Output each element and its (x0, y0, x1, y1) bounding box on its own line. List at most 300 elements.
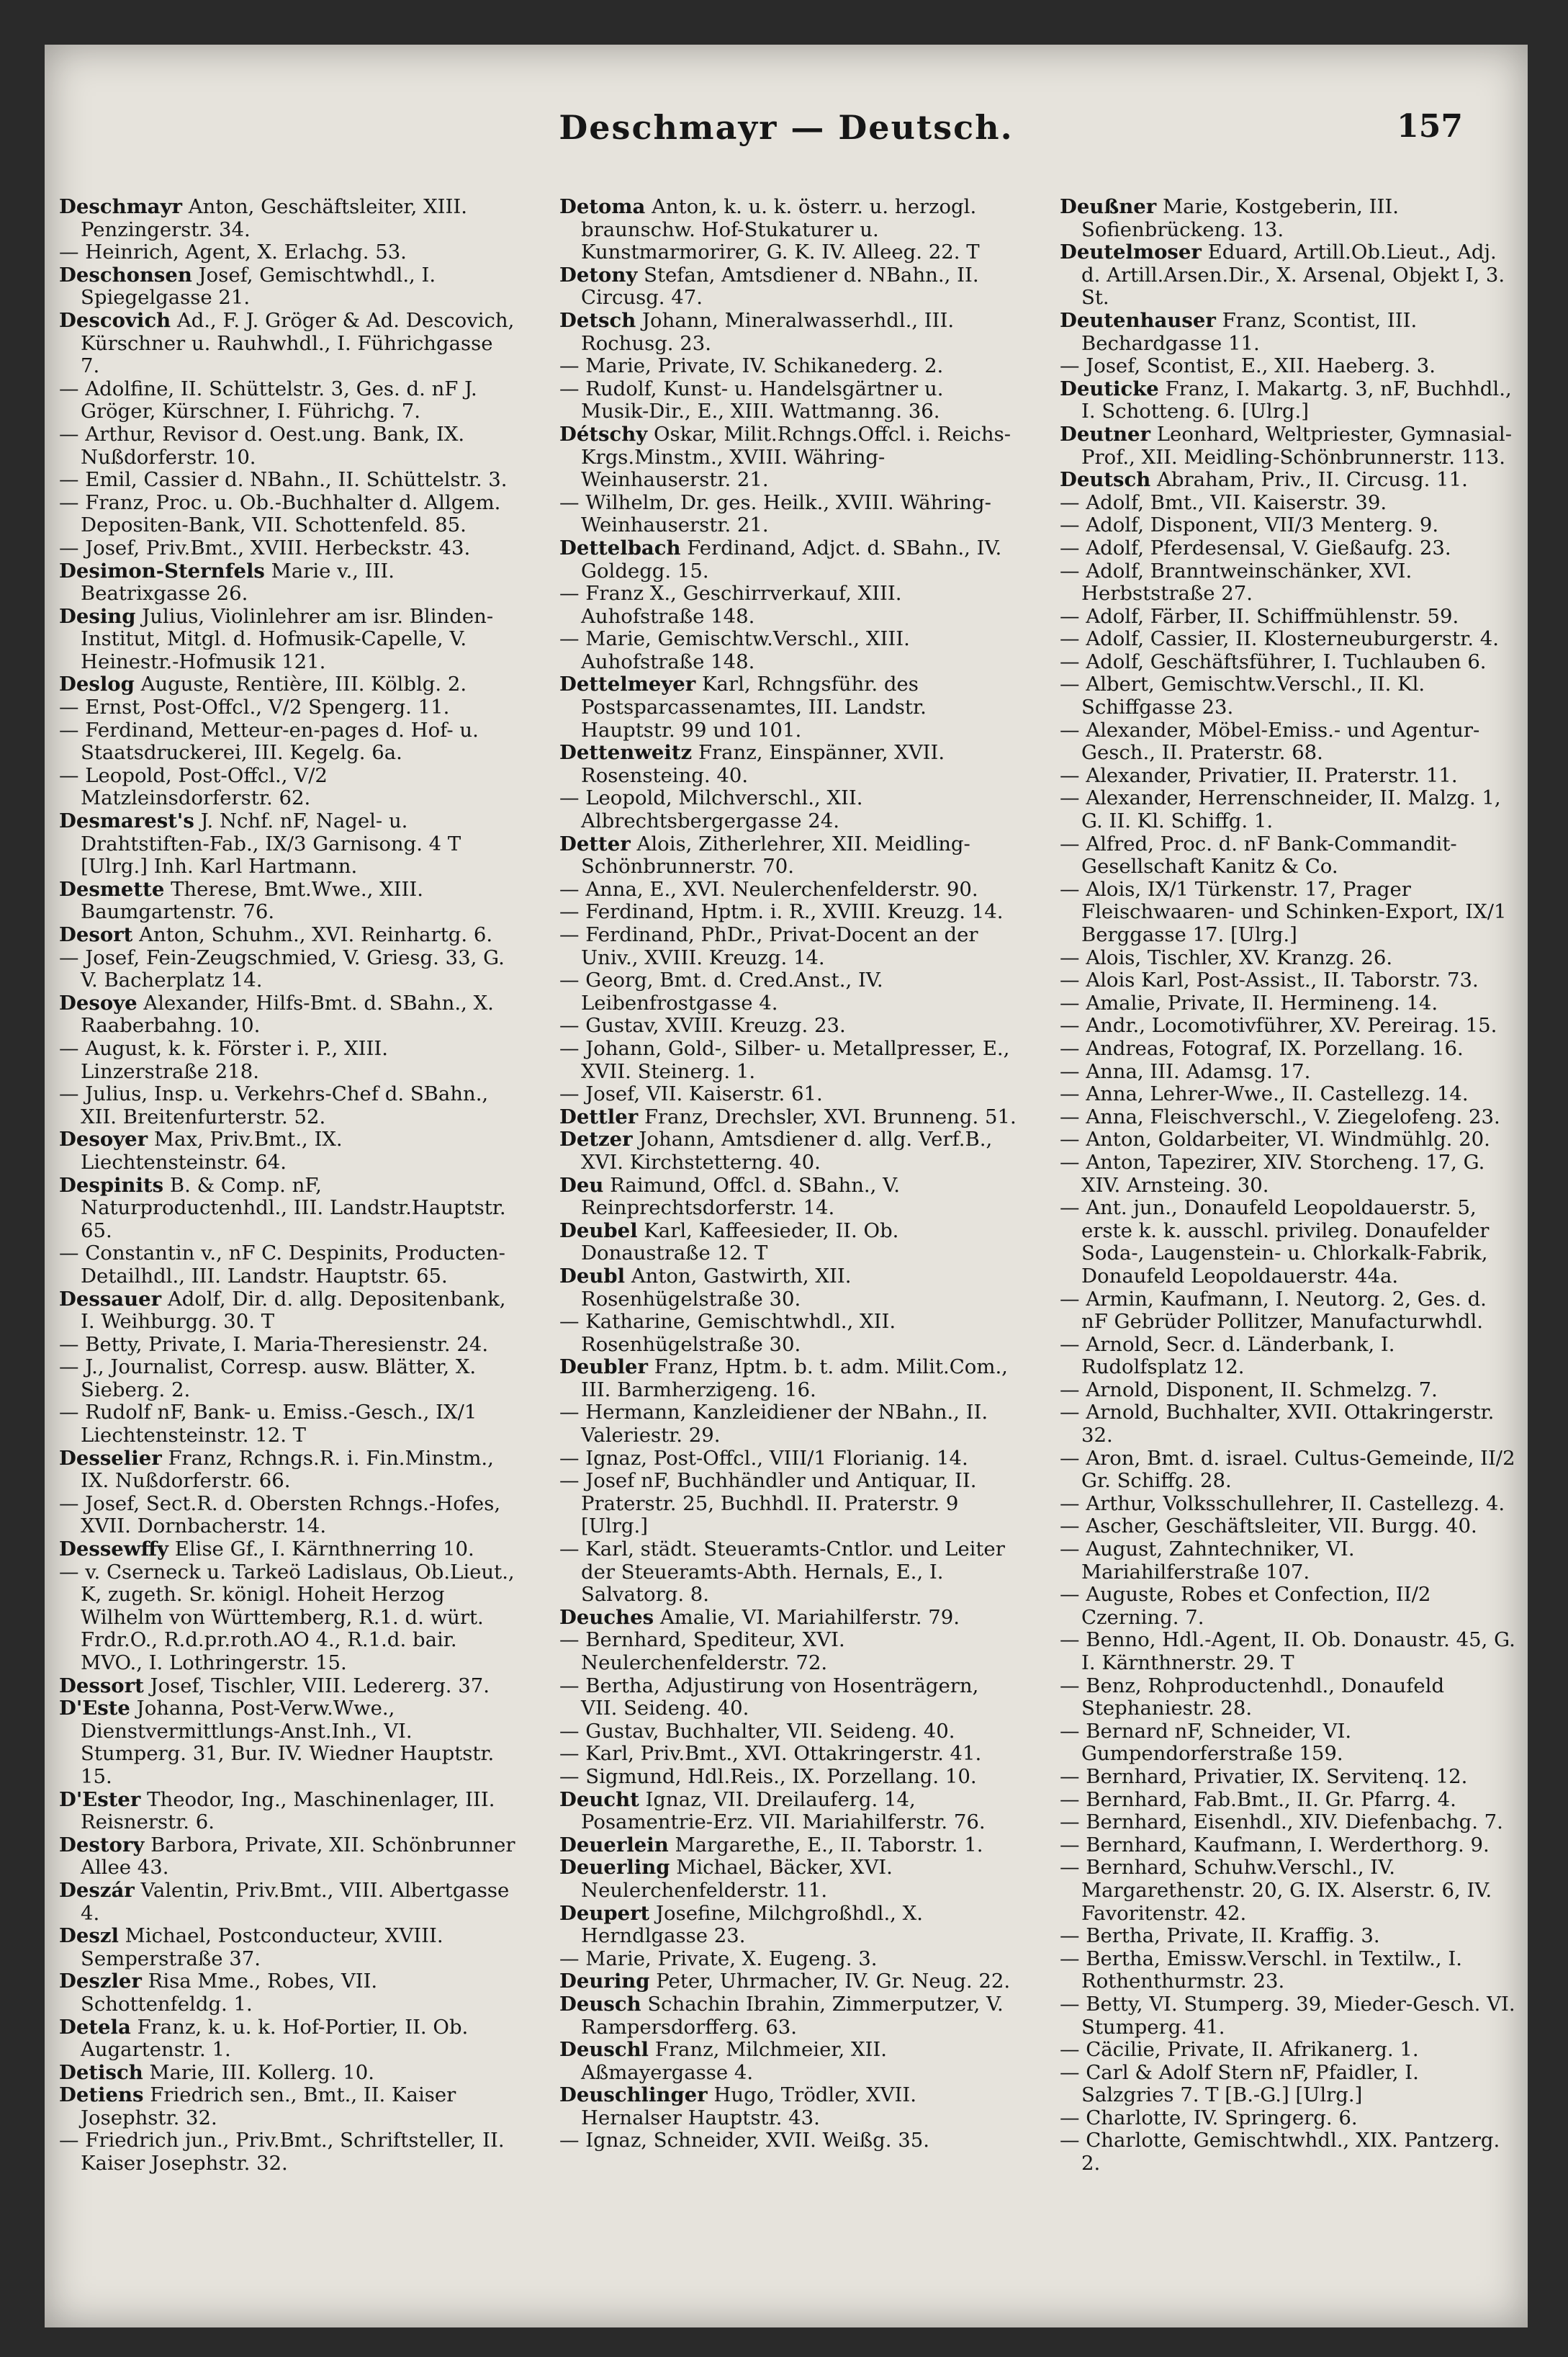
entry-surname: Dessauer (59, 1287, 162, 1311)
entry-surname: Dettler (559, 1105, 639, 1128)
directory-entry (1060, 1128, 1517, 1151)
directory-entry (1060, 196, 1517, 241)
entry-text: — Adolf, Cassier, II. Klosterneuburgerstr. 4. (1060, 627, 1499, 651)
entry-text: Therese, Bmt.Wwe., XIII. Baumgartenstr. 76. (81, 877, 423, 924)
entry-text: — Rudolf, Kunst- u. Handelsgärtner u. Musik-Dir., E., XIII. Wattmanng. 36. (559, 377, 944, 423)
entry-surname: Deubl (559, 1264, 626, 1288)
directory-entry (1060, 606, 1517, 629)
entry-surname: Descovich (59, 308, 171, 332)
entry-surname: Deuerling (559, 1856, 670, 1880)
directory-entry (59, 2016, 516, 2062)
directory-entry (559, 1083, 1017, 1106)
entry-surname: Deszl (59, 1924, 119, 1948)
directory-entry (1060, 423, 1517, 469)
entry-text: — Bernhard, Privatier, IX. Servitenq. 12. (1060, 1764, 1468, 1788)
entry-text: Amalie, VI. Mariahilferstr. 79. (659, 1605, 960, 1629)
page-header (45, 108, 1528, 158)
directory-entry (59, 2084, 516, 2129)
entry-surname: Detzer (559, 1128, 633, 1151)
entry-text: Elise Gf., I. Kärnthnerring 10. (174, 1537, 474, 1561)
entry-surname: Desimon-Sternfels (59, 559, 265, 583)
directory-entry (559, 378, 1017, 423)
entry-text: Barbora, Private, XII. Schönbrunner Allee 43. (81, 1833, 515, 1880)
directory-entry (1060, 765, 1517, 788)
directory-entry (1060, 947, 1517, 970)
entry-text: — Benno, Hdl.-Agent, II. Ob. Donaustr. 45, G. I. Kärnthnerstr. 29. T (1060, 1628, 1515, 1674)
entry-text: — Andreas, Fotograf, IX. Porzellang. 16. (1060, 1036, 1464, 1060)
entry-surname: Deschmayr (59, 195, 182, 218)
entry-surname: Desoyer (59, 1128, 148, 1151)
directory-entry (59, 196, 516, 241)
directory-entry (559, 1607, 1017, 1630)
entry-text: — Alois Karl, Post-Assist., II. Taborstr. 73. (1060, 969, 1479, 992)
entry-text: — Ferdinand, Metteur-en-pages d. Hof- u. Staatsdruckerei, III. Kegelg. 6a. (59, 718, 479, 765)
directory-entry (1060, 2062, 1517, 2107)
entry-text: — Hermann, Kanzleidiener der NBahn., II. Valeriestr. 29. (559, 1401, 988, 1447)
directory-entry (1060, 879, 1517, 947)
entry-text: — Franz, Proc. u. Ob.-Buchhalter d. Allgem. Depositen-Bank, VII. Schottenfeld. 85. (59, 490, 501, 537)
directory-entry (1060, 1538, 1517, 1584)
entry-text: — Gustav, Buchhalter, VII. Seideng. 40. (559, 1719, 955, 1743)
directory-entry (59, 1697, 516, 1788)
entry-text: — Andr., Locomotivführer, XV. Pereirag. 15. (1060, 1014, 1497, 1038)
entry-text: Michael, Postconducteur, XVIII. Semperstraße 37. (81, 1924, 443, 1970)
entry-text: Johann, Amtsdiener d. allg. Verf.B., XVI. Kirchstetterng. 40. (581, 1128, 993, 1174)
directory-entry (59, 1401, 516, 1447)
entry-text: — Josef, Sect.R. d. Obersten Rchngs.-Hofes, XVII. Dornbacherstr. 14. (59, 1491, 501, 1538)
directory-entry (59, 2129, 516, 2175)
entry-text: — Ernst, Post-Offcl., V/2 Spengerg. 11. (59, 696, 450, 719)
directory-entry (559, 1993, 1017, 2039)
directory-entry (59, 378, 516, 423)
directory-entry (1060, 1288, 1517, 1334)
entry-surname: Dettelbach (559, 536, 681, 560)
entry-text: — Adolf, Geschäftsführer, I. Tuchlauben 6. (1060, 650, 1487, 673)
entry-surname: Desing (59, 604, 136, 628)
directory-entry (1060, 1857, 1517, 1925)
entry-text: — Georg, Bmt. d. Cred.Anst., IV. Leibenfrostgasse 4. (559, 969, 883, 1015)
directory-entry (1060, 1925, 1517, 1948)
directory-entry (1060, 969, 1517, 992)
directory-entry (1060, 1675, 1517, 1720)
directory-entry (1060, 992, 1517, 1015)
directory-entry (59, 992, 516, 1038)
entry-text: Franz, Hptm. b. t. adm. Milit.Com., III. Barmherzigeng. 16. (581, 1355, 1008, 1401)
entry-text: Julius, Violinlehrer am isr. Blinden-Institut, Mitgl. d. Hofmusik-Capelle, V. Heinestr.-Hofmusik 121. (81, 604, 494, 673)
entry-text: — Anton, Goldarbeiter, VI. Windmühlg. 20. (1060, 1128, 1490, 1151)
entry-text: — Arnold, Buchhalter, XVII. Ottakringerstr. 32. (1060, 1401, 1495, 1447)
entry-text: — Betty, Private, I. Maria-Theresienstr. 24. (59, 1332, 489, 1356)
entry-text: Johann, Mineralwasserhdl., III. Rochusg. 23. (581, 308, 955, 355)
directory-entry (1060, 673, 1517, 719)
entry-text: Josef, Gemischtwhdl., I. Spiegelgasse 21. (81, 263, 436, 310)
directory-entry (1060, 1061, 1517, 1084)
entry-text: — Josef, Fein-Zeugschmied, V. Griesg. 33, G. V. Bacherplatz 14. (59, 946, 505, 992)
directory-entry (1060, 1629, 1517, 1674)
entry-text: — Anton, Tapezirer, XIV. Storcheng. 17, G. XIV. Arnsteing. 30. (1060, 1150, 1485, 1197)
entry-text: — Rudolf nF, Bank- u. Emiss.-Gesch., IX/1 Liechtensteinstr. 12. T (59, 1401, 477, 1447)
directory-entry (1060, 560, 1517, 606)
entry-text: — Albert, Gemischtw.Verschl., II. Kl. Schiffgasse 23. (1060, 673, 1425, 719)
entry-text: Raimund, Offcl. d. SBahn., V. Reinprechtsdorferstr. 14. (581, 1173, 900, 1220)
entry-surname: Detisch (59, 2060, 143, 2084)
directory-entry (1060, 1197, 1517, 1288)
entry-surname: Deuticke (1060, 377, 1159, 400)
directory-entry (559, 1766, 1017, 1789)
entry-text: Theodor, Ing., Maschinenlager, III. Reisnerstr. 6. (81, 1787, 495, 1834)
directory-entry (1060, 1038, 1517, 1061)
entry-text: — Adolf, Färber, II. Schiffmühlenstr. 59. (1060, 604, 1459, 628)
directory-entry (559, 1175, 1017, 1220)
entry-surname: Deuschl (559, 2038, 649, 2062)
directory-entry (59, 1561, 516, 1675)
entry-text: — Alois, IX/1 Türkenstr. 17, Prager Fleischwaaren- und Schinken-Export, IX/1 Berggasse 17. [Ulrg.] (1060, 877, 1507, 946)
directory-entry (1060, 1493, 1517, 1516)
entry-surname: Deu (559, 1173, 604, 1197)
entry-surname: Deutsch (1060, 468, 1151, 492)
entry-text: — Josef, Scontist, E., XII. Haeberg. 3. (1060, 354, 1436, 378)
directory-entry (559, 1948, 1017, 1971)
directory-entry (559, 969, 1017, 1015)
entry-text: — Bernard nF, Schneider, VI. Gumpendorferstraße 159. (1060, 1719, 1352, 1766)
entry-text: — Anna, Lehrer-Wwe., II. Castellezg. 14. (1060, 1082, 1469, 1106)
directory-entry (559, 1106, 1017, 1129)
directory-entry (559, 1447, 1017, 1471)
entry-text: — August, Zahntechniker, VI. Mariahilferstraße 107. (1060, 1537, 1355, 1584)
directory-entry (1060, 1015, 1517, 1038)
entry-text: — Ignaz, Schneider, XVII. Weißg. 35. (559, 2129, 929, 2152)
entry-text: — Betty, VI. Stumperg. 39, Mieder-Gesch. VI. Stumperg. 41. (1060, 1992, 1515, 2039)
directory-entry (59, 423, 516, 469)
directory-entry (559, 492, 1017, 537)
entry-text: Marie, III. Kollerg. 10. (149, 2060, 374, 2084)
entry-surname: Desselier (59, 1446, 162, 1470)
entry-text: — Friedrich jun., Priv.Bmt., Schriftsteller, II. Kaiser Josephstr. 32. (59, 2129, 505, 2176)
directory-entry (59, 1538, 516, 1561)
entry-text: — J., Journalist, Corresp. ausw. Blätter, X. Sieberg. 2. (59, 1355, 477, 1401)
directory-entry (1060, 833, 1517, 879)
entry-text: Abraham, Priv., II. Circusg. 11. (1157, 468, 1468, 492)
entry-surname: Deusch (559, 1992, 641, 2016)
directory-entry (1060, 2039, 1517, 2062)
directory-entry (559, 1311, 1017, 1356)
entry-surname: Detony (559, 263, 638, 287)
directory-entry (559, 583, 1017, 628)
entry-surname: Deupert (559, 1901, 650, 1925)
entry-text: Ferdinand, Adjct. d. SBahn., IV. Goldegg. 15. (581, 536, 1002, 583)
directory-entry (1060, 1083, 1517, 1106)
page-number: 157 (1397, 108, 1463, 145)
directory-entry (559, 673, 1017, 742)
entry-surname: Deußner (1060, 195, 1157, 218)
column-1 (59, 196, 516, 2176)
directory-entry (559, 1743, 1017, 1766)
entry-text: — Leopold, Milchverschl., XII. Albrechtsbergergasse 24. (559, 786, 863, 833)
entry-text: — Bernhard, Schuhw.Verschl., IV. Margarethenstr. 20, G. IX. Alserstr. 6, IV. Favoritenstr. 42. (1060, 1856, 1492, 1925)
entry-surname: Detoma (559, 195, 646, 218)
entry-text: B. & Comp. nF, Naturproductenhdl., III. Landstr.Hauptstr. 65. (81, 1173, 506, 1242)
directory-entry (59, 1288, 516, 1334)
directory-entry (1060, 1401, 1517, 1447)
entry-text: — Bernhard, Eisenhdl., XIV. Diefenbachg. 7. (1060, 1810, 1503, 1834)
entry-text: — Arnold, Secr. d. Länderbank, I. Rudolfsplatz 12. (1060, 1332, 1395, 1379)
entry-text: — Alexander, Möbel-Emiss.- und Agentur-Gesch., II. Praterstr. 68. (1060, 718, 1480, 765)
entry-text: — Arthur, Volksschullehrer, II. Castellezg. 4. (1060, 1491, 1505, 1515)
entry-text: — Bernhard, Spediteur, XVI. Neulerchenfelderstr. 72. (559, 1628, 845, 1674)
entry-text: — Ignaz, Post-Offcl., VIII/1 Florianig. 14. (559, 1446, 968, 1470)
directory-entry (59, 924, 516, 947)
entry-text: — Benz, Rohproductenhdl., Donaufeld Stephaniestr. 28. (1060, 1674, 1445, 1720)
entry-text: Franz, k. u. k. Hof-Portier, II. Ob. Augartenstr. 1. (81, 2015, 469, 2062)
entry-text: — Carl & Adolf Stern nF, Pfaidler, I. Salzgries 7. T [B.-G.] [Ulrg.] (1060, 2060, 1419, 2107)
directory-entry (559, 1038, 1017, 1083)
directory-entry (59, 606, 516, 674)
directory-entry (1060, 2129, 1517, 2175)
entry-text: — Alois, Tischler, XV. Kranzg. 26. (1060, 946, 1393, 969)
entry-text: Franz, Drechsler, XVI. Brunneng. 51. (644, 1105, 1017, 1128)
directory-entry (59, 1083, 516, 1128)
directory-entry (1060, 1766, 1517, 1789)
entry-text: — Constantin v., nF C. Despinits, Producten-Detailhdl., III. Landstr. Hauptstr. 65. (59, 1242, 505, 1288)
entry-text: — Alexander, Privatier, II. Praterstr. 11. (1060, 763, 1458, 787)
directory-entry (59, 1493, 516, 1538)
entry-surname: Deschonsen (59, 263, 192, 287)
entry-text: — Anna, III. Adamsg. 17. (1060, 1059, 1311, 1083)
directory-entry (559, 1128, 1017, 1174)
entry-surname: Desort (59, 923, 133, 946)
directory-entry (559, 355, 1017, 378)
directory-entry (59, 947, 516, 992)
directory-entry (559, 901, 1017, 924)
entry-text: — Adolfine, II. Schüttelstr. 3, Ges. d. nF J. Gröger, Kürschner, I. Führichg. 7. (59, 377, 477, 423)
entry-text: Franz, Rchngs.R. i. Fin.Minstm., IX. Nußdorferstr. 66. (81, 1446, 494, 1493)
entry-text: — Arnold, Disponent, II. Schmelzg. 7. (1060, 1378, 1438, 1401)
entry-text: — Marie, Gemischtw.Verschl., XIII. Auhofstraße 148. (559, 627, 910, 673)
directory-entry (1060, 469, 1517, 492)
entry-text: — Julius, Insp. u. Verkehrs-Chef d. SBahn., XII. Breitenfurterstr. 52. (59, 1082, 489, 1128)
entry-surname: Deuerlein (559, 1833, 669, 1857)
directory-entry (59, 1334, 516, 1357)
directory-entry (559, 1629, 1017, 1674)
entry-text: — Alexander, Herrenschneider, II. Malzg. 1, G. II. Kl. Schiffg. 1. (1060, 786, 1501, 833)
directory-entry (1060, 1106, 1517, 1129)
entry-text: — Karl, städt. Steueramts-Cntlor. und Leiter der Steueramts-Abth. Hernals, E., I. Salvatorg. 8. (559, 1537, 1005, 1607)
entry-text: Ad., F. J. Gröger & Ad. Descovich, Kürschner u. Rauhwhdl., I. Führichgasse 7. (81, 308, 515, 378)
directory-entry (559, 742, 1017, 787)
directory-entry (59, 765, 516, 810)
directory-entry (59, 310, 516, 378)
directory-entry (59, 1128, 516, 1174)
directory-entry (1060, 1789, 1517, 1812)
directory-entry (59, 696, 516, 719)
entry-text: Friedrich sen., Bmt., II. Kaiser Josephstr. 32. (81, 2083, 456, 2129)
entry-surname: Desoye (59, 991, 138, 1015)
entry-text: Risa Mme., Robes, VII. Schottenfeldg. 1. (81, 1970, 378, 2016)
entry-text: — Leopold, Post-Offcl., V/2 Matzleinsdorferstr. 62. (59, 763, 328, 810)
directory-entry (559, 1356, 1017, 1401)
entry-surname: Deuring (559, 1970, 650, 1993)
entry-surname: D'Ester (59, 1787, 141, 1811)
entry-text: — Alfred, Proc. d. nF Bank-Commandit-Gesellschaft Kanitz & Co. (1060, 832, 1457, 879)
entry-surname: Deutelmoser (1060, 241, 1202, 264)
entry-text: — Cäcilie, Private, II. Afrikanerg. 1. (1060, 2038, 1419, 2062)
directory-entry (1060, 1151, 1517, 1197)
entry-text: — Anna, Fleischverschl., V. Ziegelofeng. 23. (1060, 1105, 1500, 1128)
directory-entry (559, 264, 1017, 310)
entry-text: — Adolf, Bmt., VII. Kaiserstr. 39. (1060, 490, 1387, 514)
entry-text: — Adolf, Branntweinschänker, XVI. Herbststraße 27. (1060, 559, 1412, 606)
directory-entry (59, 2062, 516, 2085)
entry-text: — Franz X., Geschirrverkauf, XIII. Auhofstraße 148. (559, 582, 902, 628)
directory-entry (1060, 1379, 1517, 1402)
entry-text: Karl, Rchngsführ. des Postsparcassenamtes, III. Landstr. Hauptstr. 99 und 101. (581, 673, 927, 742)
entry-text: Josef, Tischler, VIII. Ledererg. 37. (150, 1674, 490, 1697)
directory-entry (559, 1470, 1017, 1538)
directory-entry (559, 628, 1017, 673)
entry-text: Eduard, Artill.Ob.Lieut., Adj. d. Artill.Arsen.Dir., X. Arsenal, Objekt I, 3. St. (1081, 241, 1505, 310)
directory-entry (559, 1015, 1017, 1038)
entry-text: Josefine, Milchgroßhdl., X. Herndlgasse 23. (581, 1901, 923, 1948)
entry-surname: Desmette (59, 877, 165, 901)
entry-text: Adolf, Dir. d. allg. Depositenbank, I. Weihburgg. 30. T (81, 1287, 506, 1334)
directory-entry (559, 423, 1017, 492)
directory-entry (59, 560, 516, 606)
entry-text: — Bertha, Adjustirung von Hosenträgern, VII. Seideng. 40. (559, 1674, 979, 1720)
entry-text: Marie v., III. Beatrixgasse 26. (81, 559, 395, 606)
directory-entry (59, 1242, 516, 1288)
directory-entry (59, 1038, 516, 1083)
directory-entry (59, 879, 516, 924)
entry-text: — Marie, Private, X. Eugeng. 3. (559, 1947, 878, 1970)
directory-entry (1060, 1811, 1517, 1834)
directory-entry (59, 673, 516, 696)
entry-text: Franz, I. Makartg. 3, nF, Buchhdl., I. Schotteng. 6. [Ulrg.] (1081, 377, 1512, 423)
column-2 (559, 196, 1017, 2152)
entry-surname: Detter (559, 832, 631, 856)
entry-text: — Josef nF, Buchhändler und Antiquar, II. Praterstr. 25, Buchhdl. II. Praterstr. 9 [Ulrg.] (559, 1469, 977, 1538)
entry-text: — Arthur, Revisor d. Oest.ung. Bank, IX. Nußdorferstr. 10. (59, 422, 465, 469)
directory-entry (1060, 1334, 1517, 1379)
entry-text: — Wilhelm, Dr. ges. Heilk., XVIII. Währing-Weinhauserstr. 21. (559, 490, 991, 537)
entry-text: — Bernhard, Kaufmann, I. Werderthorg. 9. (1060, 1833, 1490, 1857)
directory-entry (1060, 1993, 1517, 2039)
directory-entry (559, 310, 1017, 355)
entry-text: — Bertha, Private, II. Kraffig. 3. (1060, 1924, 1380, 1948)
entry-text: Anton, k. u. k. österr. u. herzogl. braunschw. Hof-Stukaturer u. Kunstmarmorirer, G. K. IV. Alleeg. 22. T (581, 195, 980, 264)
entry-text: Max, Priv.Bmt., IX. Liechtensteinstr. 64. (81, 1128, 343, 1174)
directory-entry (1060, 1515, 1517, 1538)
directory-entry (59, 1970, 516, 2016)
entry-text: — Ant. jun., Donaufeld Leopoldauerstr. 5, erste k. k. ausschl. privileg. Donaufelder Soda-, Laugenstein- u. Chlorkalk-Fabrik, Donaufeld Leopoldauerstr. 44a. (1060, 1196, 1490, 1288)
entry-surname: Détschy (559, 422, 648, 446)
entry-text: — Adolf, Disponent, VII/3 Menterg. 9. (1060, 513, 1439, 537)
directory-entry (559, 1720, 1017, 1743)
entry-text: — Marie, Private, IV. Schikanederg. 2. (559, 354, 944, 378)
directory-entry (559, 833, 1017, 879)
directory-entry (59, 264, 516, 310)
directory-entry (1060, 651, 1517, 674)
directory-entry (559, 1970, 1017, 1993)
directory-entry (559, 879, 1017, 902)
directory-entry (1060, 719, 1517, 765)
entry-text: Michael, Bäcker, XVI. Neulerchenfelderstr. 11. (581, 1856, 893, 1902)
entry-text: — Gustav, XVIII. Kreuzg. 23. (559, 1014, 846, 1038)
entry-text: — Ferdinand, Hptm. i. R., XVIII. Kreuzg. 14. (559, 900, 1004, 924)
directory-entry (1060, 537, 1517, 560)
directory-entry (559, 196, 1017, 264)
directory-entry (59, 1675, 516, 1698)
directory-entry (559, 1903, 1017, 1948)
entry-text: — Johann, Gold-, Silber- u. Metallpresser, E., XVII. Steinerg. 1. (559, 1036, 1010, 1083)
directory-entry (1060, 514, 1517, 537)
directory-entry (59, 810, 516, 879)
entry-surname: Deszler (59, 1970, 142, 1993)
directory-entry (59, 719, 516, 765)
entry-text: Karl, Kaffeesieder, II. Ob. Donaustraße 12. T (581, 1218, 899, 1265)
entry-surname: Detiens (59, 2083, 144, 2107)
entry-surname: Deucht (559, 1787, 639, 1811)
directory-entry (1060, 1720, 1517, 1766)
entry-text: — Amalie, Private, II. Hermineng. 14. (1060, 991, 1438, 1015)
entry-surname: Deutner (1060, 422, 1151, 446)
entry-text: Anton, Geschäftsleiter, XIII. Penzingerstr. 34. (81, 195, 467, 241)
entry-text: Margarethe, E., II. Taborstr. 1. (675, 1833, 983, 1857)
entry-text: Franz, Scontist, III. Bechardgasse 11. (1081, 308, 1418, 355)
directory-entry (559, 924, 1017, 969)
entry-text: Auguste, Rentière, III. Kölblg. 2. (140, 673, 467, 696)
entry-text: Johanna, Post-Verw.Wwe., Dienstvermittlungs-Anst.Inh., VI. Stumperg. 31, Bur. IV. Wiedner Hauptstr. 15. (81, 1697, 495, 1788)
entry-text: — v. Cserneck u. Tarkeö Ladislaus, Ob.Lieut., K, zugeth. Sr. königl. Hoheit Herzog Wilhelm von Württemberg, R.1. d. würt. Frdr.O., R.d.pr.roth.AO 4., R.1.d. bair. MVO., I. Lothringerstr. 15. (59, 1560, 515, 1674)
directory-entry (559, 1789, 1017, 1834)
directory-entry (59, 1880, 516, 1925)
directory-entry (1060, 310, 1517, 355)
directory-entry (59, 1447, 516, 1493)
directory-entry (1060, 492, 1517, 515)
entry-surname: Dettenweitz (559, 741, 693, 765)
entry-surname: Despinits (59, 1173, 164, 1197)
directory-entry (559, 1538, 1017, 1607)
entry-surname: Deszár (59, 1878, 135, 1902)
directory-entry (1060, 1447, 1517, 1493)
entry-text: — Charlotte, IV. Springerg. 6. (1060, 2106, 1358, 2129)
directory-entry (559, 2084, 1017, 2129)
entry-surname: Destory (59, 1833, 145, 1857)
entry-text: Anton, Gastwirth, XII. Rosenhügelstraße 30. (581, 1264, 852, 1311)
entry-surname: Deubel (559, 1218, 638, 1242)
entry-text: — Armin, Kaufmann, I. Neutorg. 2, Ges. d. nF Gebrüder Pollitzer, Manufacturwhdl. (1060, 1287, 1487, 1334)
directory-entry (559, 1675, 1017, 1720)
directory-entry (1060, 1834, 1517, 1857)
entry-text: Hugo, Trödler, XVII. Hernalser Hauptstr. 43. (581, 2083, 916, 2129)
entry-text: Franz, Milchmeier, XII. Aßmayergasse 4. (581, 2038, 888, 2084)
entry-text: J. Nchf. nF, Nagel- u. Drahtstiften-Fab., IX/3 Garnisong. 4 T [Ulrg.] Inh. Karl Hartmann. (81, 809, 461, 879)
entry-surname: Detela (59, 2015, 131, 2039)
directory-entry (59, 1789, 516, 1834)
entry-surname: Detsch (559, 308, 636, 332)
entry-text: — Emil, Cassier d. NBahn., II. Schüttelstr. 3. (59, 468, 508, 492)
entry-surname: Deutenhauser (1060, 308, 1216, 332)
entry-text: — Heinrich, Agent, X. Erlachg. 53. (59, 241, 407, 264)
entry-surname: Deubler (559, 1355, 648, 1379)
entry-surname: Deslog (59, 673, 135, 696)
entry-surname: Deuches (559, 1605, 654, 1629)
entry-text: Anton, Schuhm., XVI. Reinhartg. 6. (139, 923, 493, 946)
directory-entry (59, 1175, 516, 1243)
entry-text: — Sigmund, Hdl.Reis., IX. Porzellang. 10. (559, 1764, 977, 1788)
directory-entry (559, 1220, 1017, 1265)
entry-surname: Deuschlinger (559, 2083, 708, 2107)
entry-text: — Bertha, Emissw.Verschl. in Textilw., I. Rothenthurmstr. 23. (1060, 1947, 1462, 1993)
